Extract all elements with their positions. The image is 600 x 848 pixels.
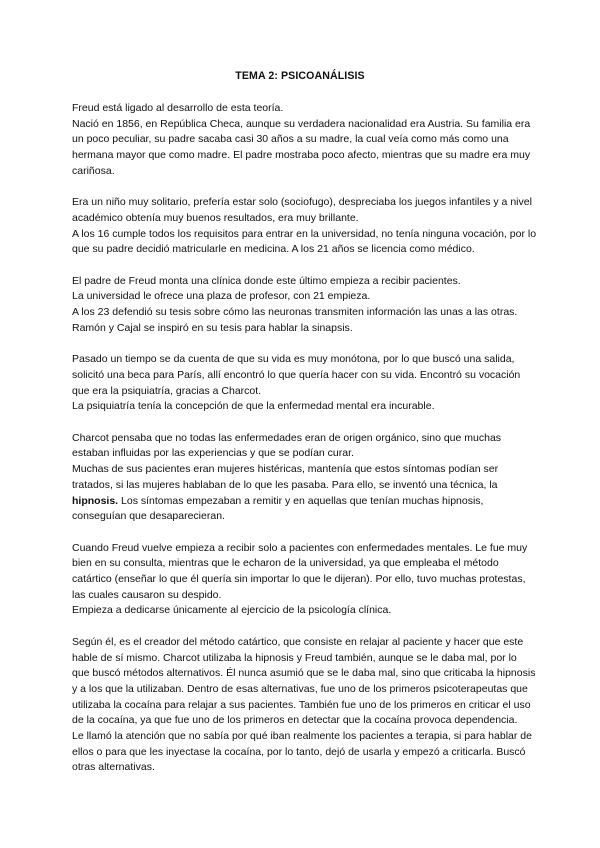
page-title: TEMA 2: PSICOANÁLISIS — [235, 70, 365, 82]
paragraph-5 — [72, 431, 537, 525]
paragraph-line: Le llamó la atención que no sabía por qué iban realmente los pacientes a terapia, si para hablar de ellos o para que les inyectase la cocaína, por lo tanto, dejó de usarla y empezó a criticarla. Buscó otras alternativas. — [72, 730, 532, 774]
paragraph-line: Charcot pensaba que no todas las enfermedades eran de origen orgánico, sino que muchas estaban influidas por las experiencias y que se podían curar. — [72, 431, 502, 460]
paragraph-4 — [72, 352, 537, 415]
paragraph-line: A los 23 defendió su tesis sobre cómo las neuronas transmiten información las unas a las otras. Ramón y Cajal se inspiró en su tesis para hablar la sinapsis. — [72, 306, 518, 334]
paragraph-line: Era un niño muy solitario, prefería estar solo (sociofugo), despreciaba los juegos infantiles y a nivel académico obtenía muy buenos resultados, era muy brillante. — [72, 196, 532, 224]
bold-term-hipnosis: hipnosis. — [72, 494, 119, 507]
document-body — [72, 101, 537, 792]
paragraph-3 — [72, 274, 537, 337]
paragraph-line: Según él, es el creador del método catártico, que consiste en relajar al paciente y hacer que este hable de sí mismo. Charcot utilizaba la hipnosis y Freud también, aunque se le daba mal, por lo que buscó métodos alternativos. Él nunca asumió que se le daba mal, sino que criticaba la hipnosis y a los que la utilizaban. Dentro de esas alternativas, fue uno de los primeros psicoterapeutas que utilizaba la cocaína para relajar a sus pacientes. También fue uno de los primeros en criticar el uso de la cocaína, ya que fue uno de los primeros en detectar que la cocaína provoca dependencia. — [72, 635, 536, 727]
paragraph-line: Cuando Freud vuelve empieza a recibir solo a pacientes con enfermedades mentales. Le fue muy bien en su consulta, mientras que le echaron de la universidad, ya que empleaba el método catártico (enseñar lo que él quería sin importar lo que le dijeran). Por ello, tuvo muchas protestas, las cuales causaron su despido. — [72, 541, 528, 601]
paragraph-line: Pasado un tiempo se da cuenta de que su vida es muy monótona, por lo que buscó una salida, solicitó una beca para París, allí encontró lo que quería hacer con su vida. Encontró su vocación que era la psiquiatría, gracias a Charcot. — [72, 353, 521, 397]
paragraph-line: La psiquiatría tenía la concepción de que la enfermedad mental era incurable. — [72, 400, 435, 413]
text-run: Los síntomas empezaban a remitir y en aquellas que tenían muchas hipnosis, conseguían que desaparecieran. — [72, 494, 484, 523]
text-run: Muchas de sus pacientes eran mujeres histéricas, mantenía que estos síntomas podían ser tratados, si las mujeres hablaban de lo que les pasaba. Para ello, se inventó una técnica, la — [72, 463, 499, 491]
paragraph-line: Freud está ligado al desarrollo de esta teoría. — [72, 102, 284, 114]
paragraph-line: Nació en 1856, en República Checa, aunque su verdadera nacionalidad era Austria. Su familia era un poco peculiar, su padre sacaba casi 30 años a su madre, la cual veía como más como una hermana mayor que como madre. El padre mostraba poco afecto, mientras que su madre era muy cariñosa. — [72, 117, 531, 177]
paragraph-line: A los 16 cumple todos los requisitos para entrar en la universidad, no tenía ninguna vocación, por lo que su padre decidió matricularle en medicina. A los 21 años se licencia como médico. — [72, 227, 537, 256]
paragraph-line: Empieza a dedicarse únicamente al ejercicio de la psicología clínica. — [72, 604, 392, 617]
paragraph-line: El padre de Freud monta una clínica donde este último empieza a recibir pacientes. — [72, 274, 461, 287]
paragraph-2 — [72, 195, 537, 258]
paragraph-line: La universidad le ofrece una plaza de profesor, con 21 empieza. — [72, 290, 371, 303]
paragraph-line-mixed — [72, 462, 537, 525]
paragraph-1 — [72, 101, 537, 180]
paragraph-7 — [72, 635, 537, 776]
paragraph-6 — [72, 541, 537, 620]
